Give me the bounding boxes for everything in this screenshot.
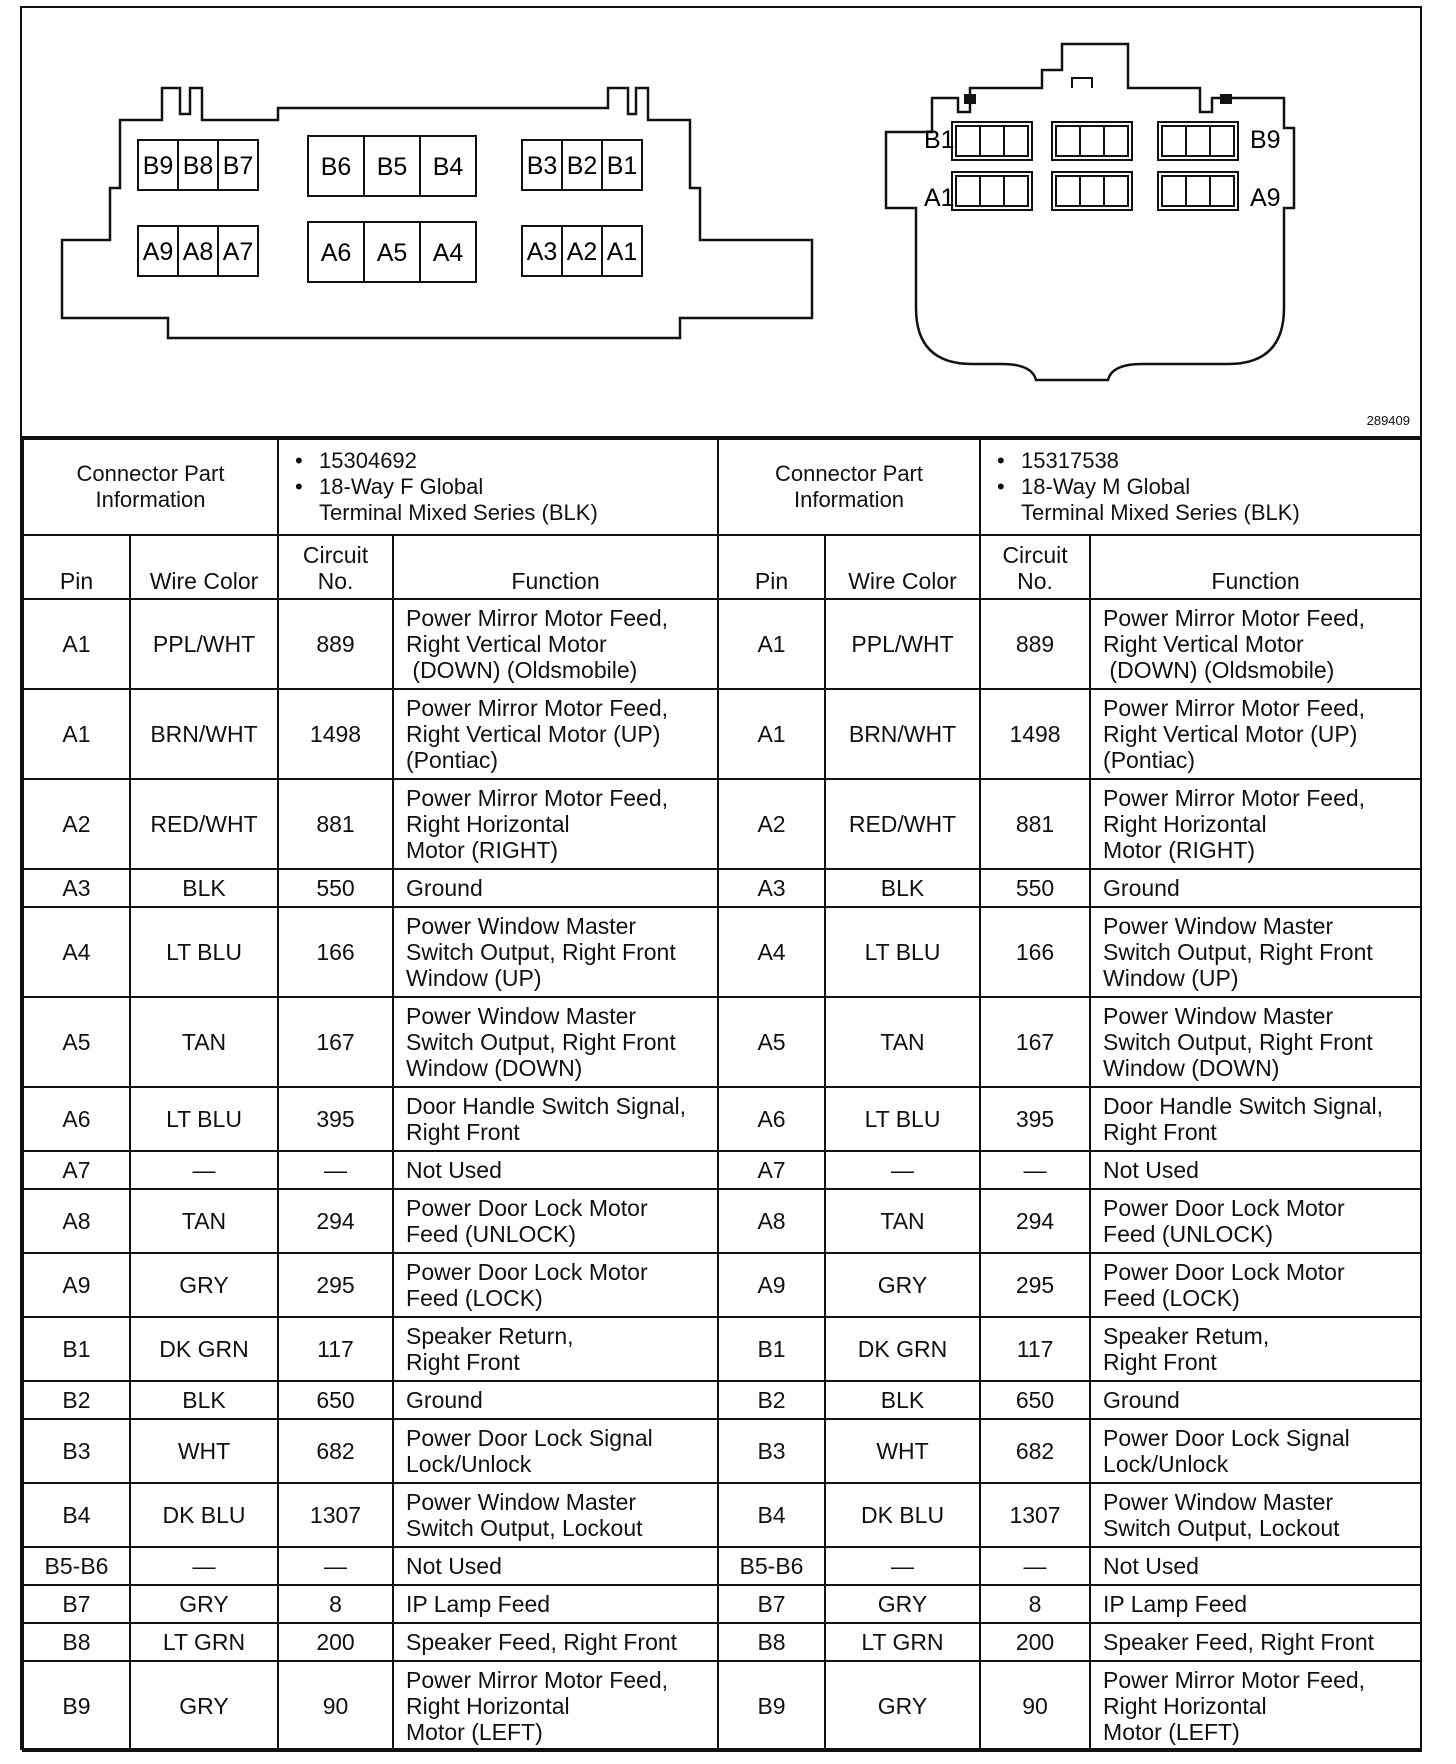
left-circuit-cell: 117 <box>278 1317 393 1381</box>
right-pin-cell: A5 <box>718 997 825 1087</box>
left-cavity-label: A5 <box>376 239 408 267</box>
left-pin-cell: A5 <box>23 997 130 1087</box>
left-wire-color-cell: LT BLU <box>130 1087 278 1151</box>
right-cavity-group <box>952 172 1032 210</box>
right-pin-cell: A9 <box>718 1253 825 1317</box>
left-cavity-label: B2 <box>566 152 598 180</box>
left-pin-cell: A3 <box>23 869 130 907</box>
left-function-cell: IP Lamp Feed <box>393 1585 718 1623</box>
right-wire-color-cell: — <box>825 1547 980 1585</box>
right-pin-cell: B2 <box>718 1381 825 1419</box>
right-wire-color-cell: LT BLU <box>825 1087 980 1151</box>
right-circuit-cell: 395 <box>980 1087 1090 1151</box>
right-function-cell: Power Mirror Motor Feed, Right Horizontal Motor (RIGHT) <box>1090 779 1421 869</box>
left-wire-color-cell: — <box>130 1151 278 1189</box>
left-cavity-label: A2 <box>566 238 598 266</box>
right-pin-cell: B3 <box>718 1419 825 1483</box>
table-row <box>23 1483 1421 1547</box>
left-wire-color-cell: GRY <box>130 1661 278 1751</box>
right-cavity <box>1080 126 1104 156</box>
right-wire-color-cell: — <box>825 1151 980 1189</box>
left-function-cell: Power Door Lock Motor Feed (LOCK) <box>393 1253 718 1317</box>
left-wire-color-cell: LT BLU <box>130 907 278 997</box>
left-function-cell: Speaker Return, Right Front <box>393 1317 718 1381</box>
right-pin-cell: B8 <box>718 1623 825 1661</box>
left-wire-color-cell: TAN <box>130 997 278 1087</box>
right-connector-latch-left <box>964 94 976 104</box>
right-pin-cell: A8 <box>718 1189 825 1253</box>
left-circuit-cell: — <box>278 1547 393 1585</box>
right-circuit-cell: 881 <box>980 779 1090 869</box>
left-circuit-cell: 295 <box>278 1253 393 1317</box>
right-wire-color-cell: DK GRN <box>825 1317 980 1381</box>
right-circuit-cell: 8 <box>980 1585 1090 1623</box>
left-function-cell: Speaker Feed, Right Front <box>393 1623 718 1661</box>
right-function-cell: Power Mirror Motor Feed, Right Vertical Motor (DOWN) (Oldsmobile) <box>1090 599 1421 689</box>
table-row <box>23 1661 1421 1751</box>
left-circuit-cell: 294 <box>278 1189 393 1253</box>
right-pin-cell: A2 <box>718 779 825 869</box>
right-function-cell: Power Window Master Switch Output, Right Front Window (UP) <box>1090 907 1421 997</box>
left-pin-cell: B9 <box>23 1661 130 1751</box>
left-circuit-cell: 200 <box>278 1623 393 1661</box>
left-circuit-cell: 166 <box>278 907 393 997</box>
left-part-info <box>278 439 718 535</box>
right-function-cell: Ground <box>1090 869 1421 907</box>
right-label-b1: B1 <box>924 126 955 154</box>
right-wire-color-cell: LT BLU <box>825 907 980 997</box>
right-wire-color-cell: GRY <box>825 1585 980 1623</box>
left-cavity-label: B3 <box>526 152 558 180</box>
right-cavity <box>1210 176 1234 206</box>
header-function: Function <box>393 535 718 599</box>
table-row <box>23 1317 1421 1381</box>
table-row <box>23 1253 1421 1317</box>
left-function-cell: Power Window Master Switch Output, Right Front Window (DOWN) <box>393 997 718 1087</box>
right-wire-color-cell: BRN/WHT <box>825 689 980 779</box>
left-pin-cell: B1 <box>23 1317 130 1381</box>
table-row <box>23 599 1421 689</box>
part-info-row <box>23 439 1421 535</box>
right-wire-color-cell: GRY <box>825 1253 980 1317</box>
right-cavity <box>1162 176 1186 206</box>
left-pin-cell: B8 <box>23 1623 130 1661</box>
right-function-cell: Power Window Master Switch Output, Right Front Window (DOWN) <box>1090 997 1421 1087</box>
right-wire-color-cell: GRY <box>825 1661 980 1751</box>
left-pin-cell: A7 <box>23 1151 130 1189</box>
left-circuit-cell: 550 <box>278 869 393 907</box>
right-function-cell: Power Mirror Motor Feed, Right Vertical Motor (UP) (Pontiac) <box>1090 689 1421 779</box>
right-label-b9: B9 <box>1250 126 1281 154</box>
right-cavity <box>1004 176 1028 206</box>
right-circuit-cell: 167 <box>980 997 1090 1087</box>
right-circuit-cell: 650 <box>980 1381 1090 1419</box>
right-connector-outline <box>886 44 1294 380</box>
right-wire-color-cell: BLK <box>825 869 980 907</box>
left-circuit-cell: — <box>278 1151 393 1189</box>
right-pin-cell: B1 <box>718 1317 825 1381</box>
right-pin-cell: A1 <box>718 689 825 779</box>
right-cavity <box>1080 176 1104 206</box>
header-wire-color: Wire Color <box>130 535 278 599</box>
left-circuit-cell: 1307 <box>278 1483 393 1547</box>
left-wire-color-cell: LT GRN <box>130 1623 278 1661</box>
header-circuit: Circuit No. <box>278 535 393 599</box>
connector-diagram <box>22 8 1420 436</box>
left-part-number: • 15304692 <box>319 448 713 474</box>
right-function-cell: Not Used <box>1090 1151 1421 1189</box>
right-cavity <box>1004 126 1028 156</box>
left-function-cell: Not Used <box>393 1151 718 1189</box>
left-wire-color-cell: RED/WHT <box>130 779 278 869</box>
right-cavity-group <box>1158 172 1238 210</box>
right-pin-cell: B4 <box>718 1483 825 1547</box>
right-function-cell: Ground <box>1090 1381 1421 1419</box>
right-function-cell: Speaker Retum, Right Front <box>1090 1317 1421 1381</box>
right-circuit-cell: — <box>980 1151 1090 1189</box>
left-pin-cell: A8 <box>23 1189 130 1253</box>
left-cavity-label: A4 <box>432 239 464 267</box>
right-part-desc-2: Terminal Mixed Series (BLK) <box>1021 500 1300 525</box>
table-row <box>23 1585 1421 1623</box>
right-function-cell: Power Mirror Motor Feed, Right Horizontal Motor (LEFT) <box>1090 1661 1421 1751</box>
left-connector-outline <box>62 88 812 338</box>
right-wire-color-cell: WHT <box>825 1419 980 1483</box>
header-pin: Pin <box>23 535 130 599</box>
left-function-cell: Not Used <box>393 1547 718 1585</box>
left-cavity-label: A3 <box>526 238 558 266</box>
right-cavity <box>1186 176 1210 206</box>
left-pin-cell: B4 <box>23 1483 130 1547</box>
left-cavity-label: B9 <box>142 152 174 180</box>
right-cavity-group <box>1052 172 1132 210</box>
left-part-desc-2: Terminal Mixed Series (BLK) <box>319 500 598 525</box>
left-function-cell: Ground <box>393 1381 718 1419</box>
left-cavity-label: B5 <box>376 153 408 181</box>
right-part-number: • 15317538 <box>1021 448 1416 474</box>
table-row <box>23 1623 1421 1661</box>
right-circuit-cell: 682 <box>980 1419 1090 1483</box>
left-circuit-cell: 682 <box>278 1419 393 1483</box>
connector-end-view-sheet <box>20 6 1422 1750</box>
left-wire-color-cell: BLK <box>130 1381 278 1419</box>
right-circuit-cell: 550 <box>980 869 1090 907</box>
right-wire-color-cell: PPL/WHT <box>825 599 980 689</box>
figure-id: 289409 <box>1366 413 1410 428</box>
right-function-cell: Not Used <box>1090 1547 1421 1585</box>
left-pin-cell: B5-B6 <box>23 1547 130 1585</box>
left-wire-color-cell: DK BLU <box>130 1483 278 1547</box>
left-circuit-cell: 8 <box>278 1585 393 1623</box>
pinout-table <box>22 438 1422 1752</box>
table-row <box>23 1189 1421 1253</box>
left-function-cell: Power Mirror Motor Feed, Right Horizontal Motor (LEFT) <box>393 1661 718 1751</box>
left-cavity-label: B6 <box>320 153 352 181</box>
left-circuit-cell: 650 <box>278 1381 393 1419</box>
right-circuit-cell: 166 <box>980 907 1090 997</box>
right-function-cell: Door Handle Switch Signal, Right Front <box>1090 1087 1421 1151</box>
right-part-info <box>980 439 1421 535</box>
right-cavity <box>980 176 1004 206</box>
left-pin-cell: B7 <box>23 1585 130 1623</box>
left-wire-color-cell: WHT <box>130 1419 278 1483</box>
left-wire-color-cell: PPL/WHT <box>130 599 278 689</box>
right-circuit-cell: 1498 <box>980 689 1090 779</box>
right-pin-cell: A4 <box>718 907 825 997</box>
right-circuit-cell: 889 <box>980 599 1090 689</box>
left-wire-color-cell: DK GRN <box>130 1317 278 1381</box>
left-wire-color-cell: TAN <box>130 1189 278 1253</box>
left-wire-color-cell: GRY <box>130 1585 278 1623</box>
table-row <box>23 907 1421 997</box>
left-part-desc-1: • 18-Way F Global <box>319 474 713 500</box>
table-row <box>23 869 1421 907</box>
right-function-cell: IP Lamp Feed <box>1090 1585 1421 1623</box>
header-function-right: Function <box>1090 535 1421 599</box>
right-function-cell: Power Door Lock Motor Feed (UNLOCK) <box>1090 1189 1421 1253</box>
left-pin-cell: B3 <box>23 1419 130 1483</box>
right-cavity-group <box>1052 122 1132 160</box>
right-circuit-cell: 1307 <box>980 1483 1090 1547</box>
right-cavity <box>980 126 1004 156</box>
right-pin-cell: A6 <box>718 1087 825 1151</box>
left-cavity-label: A6 <box>320 239 352 267</box>
right-wire-color-cell: TAN <box>825 1189 980 1253</box>
right-cavity <box>1186 126 1210 156</box>
left-circuit-cell: 889 <box>278 599 393 689</box>
right-part-desc-1: • 18-Way M Global <box>1021 474 1416 500</box>
right-label-a9: A9 <box>1250 184 1281 212</box>
right-cavity-group <box>952 122 1032 160</box>
table-row <box>23 1381 1421 1419</box>
right-pin-cell: B5-B6 <box>718 1547 825 1585</box>
right-circuit-cell: 117 <box>980 1317 1090 1381</box>
right-cavity-group <box>1158 122 1238 160</box>
right-connector-latch-right <box>1220 94 1232 104</box>
left-cavity-label: B1 <box>606 152 638 180</box>
left-circuit-cell: 167 <box>278 997 393 1087</box>
left-cavity-label: B7 <box>222 152 254 180</box>
table-row <box>23 997 1421 1087</box>
right-function-cell: Power Door Lock Motor Feed (LOCK) <box>1090 1253 1421 1317</box>
right-wire-color-cell: RED/WHT <box>825 779 980 869</box>
right-cavity <box>1056 126 1080 156</box>
left-pin-cell: A6 <box>23 1087 130 1151</box>
right-cavity <box>1104 176 1128 206</box>
right-info-label: Connector Part Information <box>718 439 980 535</box>
right-circuit-cell: — <box>980 1547 1090 1585</box>
left-pin-cell: A4 <box>23 907 130 997</box>
right-pin-cell: A1 <box>718 599 825 689</box>
right-function-cell: Speaker Feed, Right Front <box>1090 1623 1421 1661</box>
right-cavity <box>956 176 980 206</box>
right-cavity <box>1210 126 1234 156</box>
right-pin-cell: A3 <box>718 869 825 907</box>
left-function-cell: Power Door Lock Signal Lock/Unlock <box>393 1419 718 1483</box>
header-pin-right: Pin <box>718 535 825 599</box>
right-pin-cell: B9 <box>718 1661 825 1751</box>
right-cavity <box>1056 176 1080 206</box>
left-cavity-label: A7 <box>222 238 254 266</box>
right-function-cell: Power Window Master Switch Output, Lockout <box>1090 1483 1421 1547</box>
right-label-a1: A1 <box>924 184 955 212</box>
connector-diagram-area <box>22 8 1420 438</box>
right-wire-color-cell: LT GRN <box>825 1623 980 1661</box>
left-cavity-label: B8 <box>182 152 214 180</box>
right-cavity <box>1104 126 1128 156</box>
left-pin-cell: A9 <box>23 1253 130 1317</box>
column-header-row <box>23 535 1421 599</box>
right-pin-cell: A7 <box>718 1151 825 1189</box>
left-circuit-cell: 881 <box>278 779 393 869</box>
left-cavity-label: A1 <box>606 238 638 266</box>
right-cavity <box>956 126 980 156</box>
left-pin-cell: A2 <box>23 779 130 869</box>
header-circuit-right: Circuit No. <box>980 535 1090 599</box>
right-pin-cell: B7 <box>718 1585 825 1623</box>
header-wire-color-right: Wire Color <box>825 535 980 599</box>
table-row <box>23 1419 1421 1483</box>
left-cavity-label: A9 <box>142 238 174 266</box>
right-wire-color-cell: DK BLU <box>825 1483 980 1547</box>
table-row <box>23 689 1421 779</box>
right-function-cell: Power Door Lock Signal Lock/Unlock <box>1090 1419 1421 1483</box>
table-row <box>23 1151 1421 1189</box>
left-cavity-label: A8 <box>182 238 214 266</box>
right-wire-color-cell: TAN <box>825 997 980 1087</box>
right-circuit-cell: 200 <box>980 1623 1090 1661</box>
left-wire-color-cell: GRY <box>130 1253 278 1317</box>
left-wire-color-cell: BLK <box>130 869 278 907</box>
left-pin-cell: A1 <box>23 689 130 779</box>
left-function-cell: Power Mirror Motor Feed, Right Horizontal Motor (RIGHT) <box>393 779 718 869</box>
left-function-cell: Power Mirror Motor Feed, Right Vertical Motor (UP) (Pontiac) <box>393 689 718 779</box>
left-pin-cell: B2 <box>23 1381 130 1419</box>
left-circuit-cell: 395 <box>278 1087 393 1151</box>
left-function-cell: Power Mirror Motor Feed, Right Vertical Motor (DOWN) (Oldsmobile) <box>393 599 718 689</box>
right-cavity <box>1162 126 1186 156</box>
left-wire-color-cell: BRN/WHT <box>130 689 278 779</box>
left-pin-cell: A1 <box>23 599 130 689</box>
right-circuit-cell: 90 <box>980 1661 1090 1751</box>
right-circuit-cell: 295 <box>980 1253 1090 1317</box>
left-function-cell: Power Window Master Switch Output, Lockout <box>393 1483 718 1547</box>
left-circuit-cell: 90 <box>278 1661 393 1751</box>
left-function-cell: Ground <box>393 869 718 907</box>
table-row <box>23 1547 1421 1585</box>
table-row <box>23 779 1421 869</box>
right-circuit-cell: 294 <box>980 1189 1090 1253</box>
left-function-cell: Power Window Master Switch Output, Right Front Window (UP) <box>393 907 718 997</box>
left-cavity-label: B4 <box>432 153 464 181</box>
left-info-label: Connector Part Information <box>23 439 278 535</box>
right-wire-color-cell: BLK <box>825 1381 980 1419</box>
left-function-cell: Power Door Lock Motor Feed (UNLOCK) <box>393 1189 718 1253</box>
left-function-cell: Door Handle Switch Signal, Right Front <box>393 1087 718 1151</box>
left-wire-color-cell: — <box>130 1547 278 1585</box>
left-circuit-cell: 1498 <box>278 689 393 779</box>
table-row <box>23 1087 1421 1151</box>
